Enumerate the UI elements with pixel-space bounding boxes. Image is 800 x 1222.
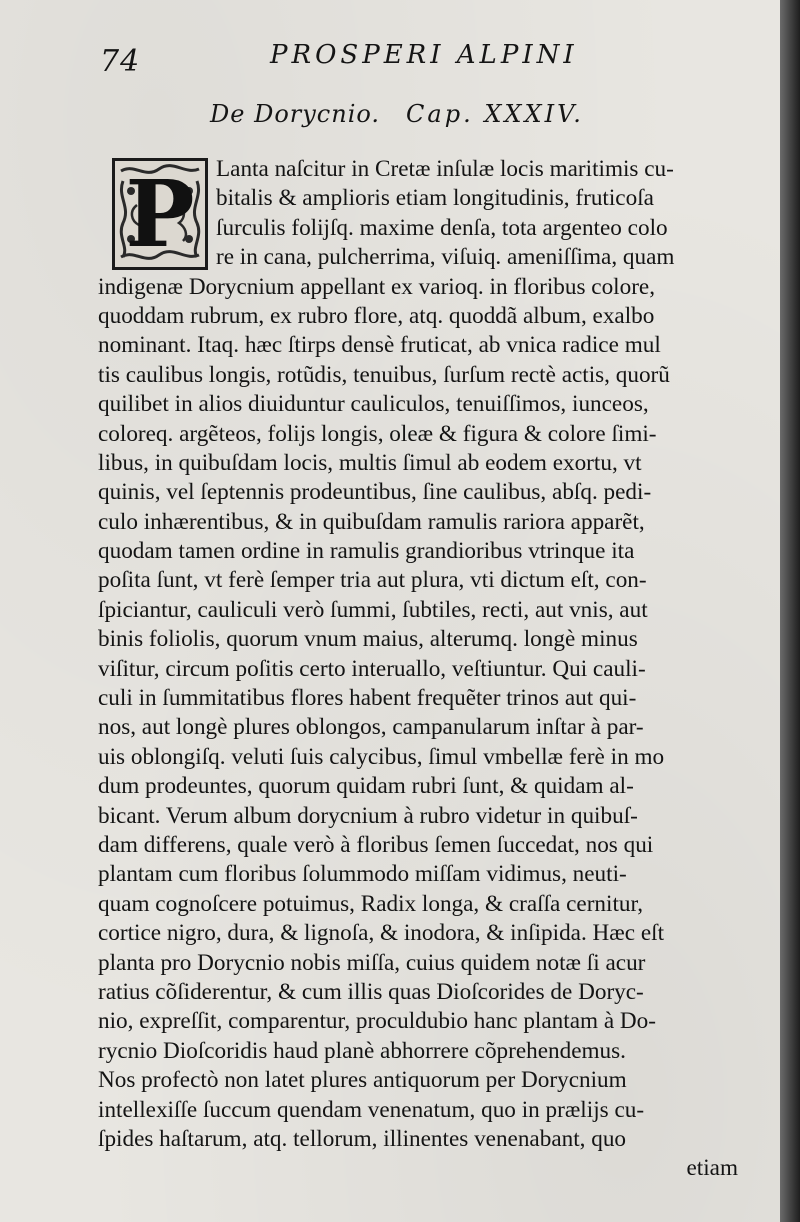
text-line: culo inhærentibus, & in quibuſdam ramulis rariora apparẽt,	[98, 508, 645, 535]
text-line: uis oblongiſq. veluti ſuis calycibus, ſimul vmbellæ ferè in mo	[98, 743, 665, 770]
page-edge	[780, 0, 800, 1222]
text-line: ſurculis folijſq. maxime denſa, tota argenteo colo	[216, 214, 668, 241]
catchword: etiam	[686, 1155, 738, 1182]
chapter-heading	[210, 100, 670, 136]
text-line: ſpiciantur, cauliculi verò ſummi, ſubtiles, recti, aut vnis, aut	[98, 596, 648, 623]
text-line: quinis, vel ſeptennis prodeuntibus, ſine caulibus, abſq. pedi-	[98, 479, 652, 506]
text-line: planta pro Dorycnio nobis miſſa, cuius quidem notæ ſi acur	[98, 949, 646, 976]
page-number: 74	[100, 44, 141, 79]
text-line: re in cana, pulcherrima, viſuiq. ameniſſima, quam	[216, 244, 675, 271]
drop-cap-letter: P	[125, 160, 195, 268]
text-line: Nos profectò non latet plures antiquorum per Dorycnium	[98, 1067, 627, 1094]
text-line: libus, in quibuſdam locis, multis ſimul ab eodem exortu, vt	[98, 449, 642, 476]
text-line: bitalis & amplioris etiam longitudinis, fruticoſa	[216, 185, 654, 212]
chapter-title: De Dorycnio.	[210, 100, 381, 128]
text-line: dum prodeuntes, quorum quidam rubri ſunt, & quidam al-	[98, 773, 634, 800]
text-line: bicant. Verum album dorycnium à rubro videtur in quibuſ-	[98, 802, 638, 829]
text-line: coloreq. argẽteos, folijs longis, oleæ & figura & colore ſimi-	[98, 420, 657, 447]
text-line: quam cognoſcere potuimus, Radix longa, & craſſa cernitur,	[98, 890, 644, 917]
text-line: quilibet in alios diuiduntur cauliculos, tenuiſſimos, iunceos,	[98, 391, 649, 418]
text-line: poſita ſunt, vt ferè ſemper tria aut plura, vti dictum eſt, con-	[98, 567, 647, 594]
running-head-title: PROSPERI ALPINI	[270, 40, 578, 70]
body-text	[98, 155, 778, 1184]
text-line: nominant. Itaq. hæc ſtirps densè fruticat, ab vnica radice mul	[98, 332, 661, 359]
text-line: quodam tamen ordine in ramulis grandioribus vtrinque ita	[98, 538, 635, 565]
text-line: dam differens, quale verò à floribus ſemen ſuccedat, nos qui	[98, 831, 654, 858]
text-line: indigenæ Dorycnium appellant ex varioq. in floribus colore,	[98, 273, 656, 300]
text-line: Lanta naſcitur in Cretæ inſulæ locis maritimis cu-	[216, 156, 674, 182]
chapter-number: Cap. XXXIV.	[406, 100, 584, 128]
text-line: intellexiſſe ſuccum quendam venenatum, quo in prælijs cu-	[98, 1096, 645, 1123]
text-line: binis foliolis, quorum vnum maius, alterumq. longè minus	[98, 626, 638, 653]
text-line: tis caulibus longis, rotũdis, tenuibus, ſurſum rectè actis, quorũ	[98, 361, 670, 388]
text-line: culi in ſummitatibus flores habent frequẽter trinos aut qui-	[98, 685, 637, 712]
text-line: quoddam rubrum, ex rubro flore, atq. quoddã album, exalbo	[98, 302, 655, 329]
text-line: rycnio Dioſcoridis haud planè abhorrere cõprehendemus.	[98, 1037, 626, 1064]
text-line: viſitur, circum poſitis certo interuallo, veſtiuntur. Qui cauli-	[98, 655, 646, 682]
text-line: ratius cõſiderentur, & cum illis quas Dioſcorides de Doryc-	[98, 978, 644, 1005]
text-line: ſpides haſtarum, atq. tellorum, illinentes venenabant, quo	[98, 1125, 627, 1152]
text-line: plantam cum floribus ſolummodo miſſam vidimus, neuti-	[98, 861, 627, 888]
text-line: nos, aut longè plures oblongos, campanularum inſtar à par-	[98, 714, 644, 741]
running-head	[100, 40, 660, 90]
text-line: nio, expreſſit, comparentur, proculdubio hanc plantam à Do-	[98, 1008, 656, 1035]
text-line: cortice nigro, dura, & lignoſa, & inodora, & inſipida. Hæc eſt	[98, 920, 665, 947]
